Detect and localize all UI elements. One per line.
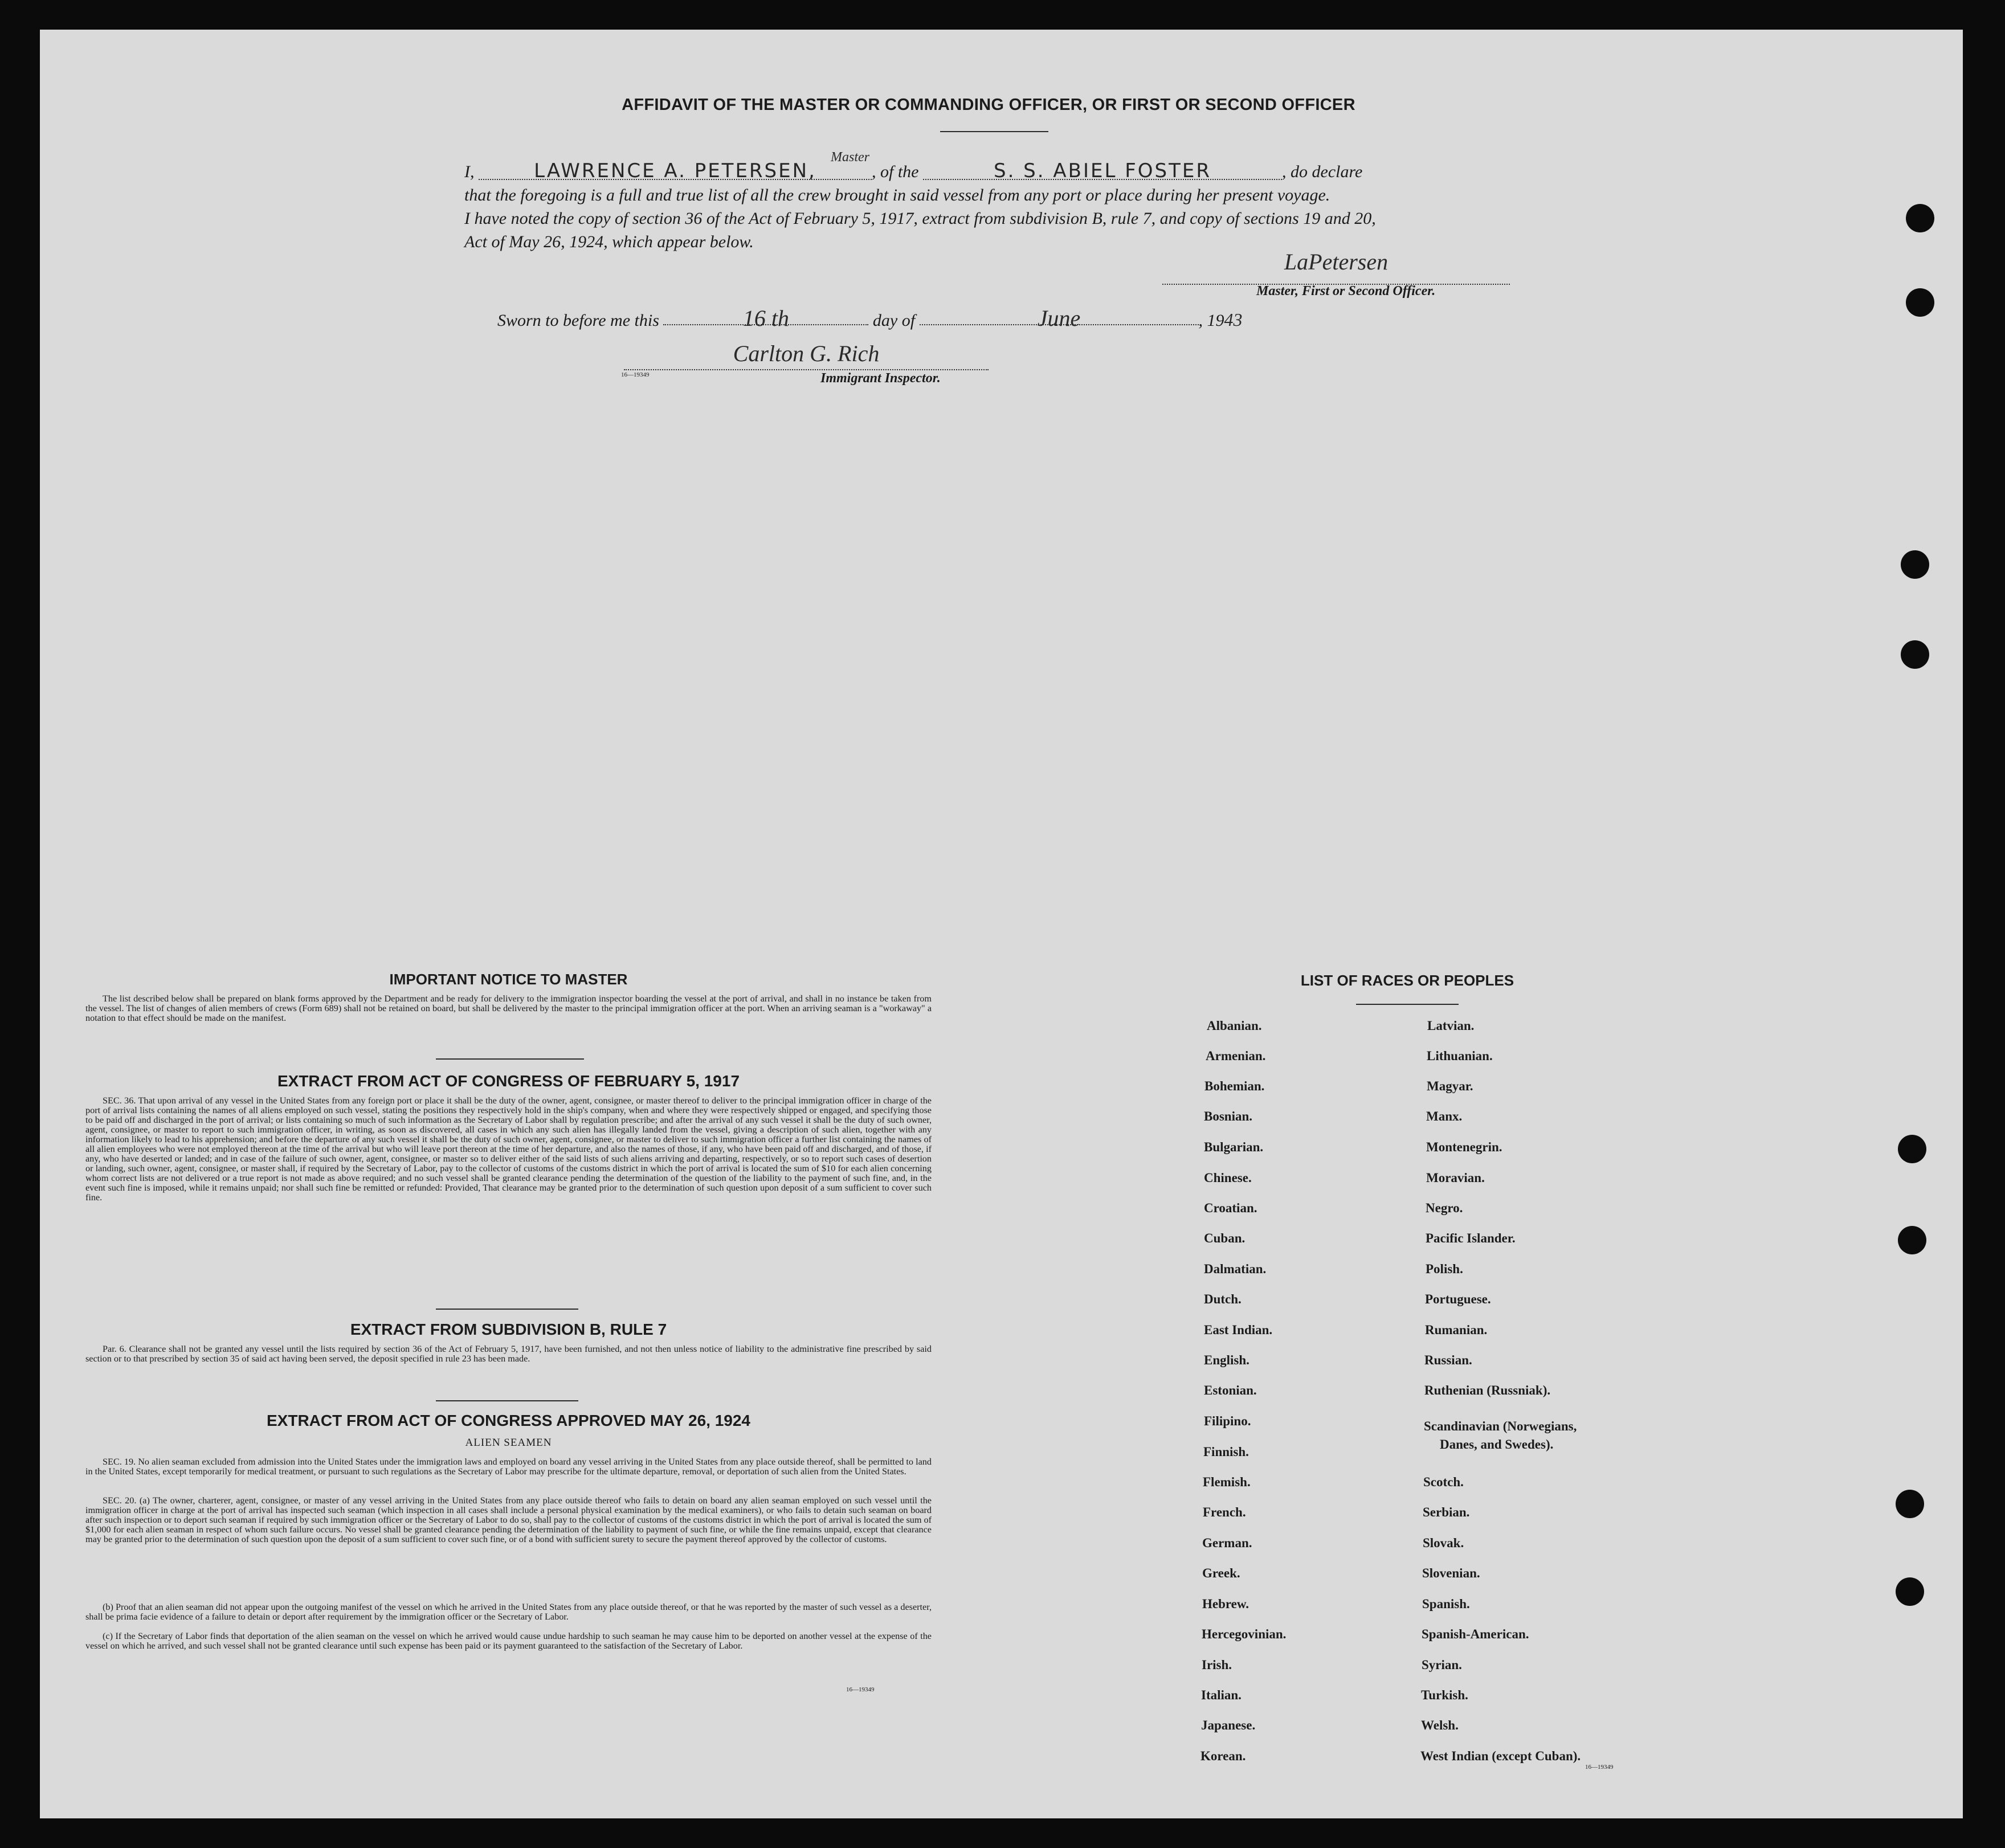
- race-item: Negro.: [1426, 1201, 1463, 1215]
- sec19-body: [85, 1457, 932, 1477]
- notice-body-text: The list described below shall be prepared on blank forms approved by the Department and be ready for delivery to the immigration inspector boarding the vessel at the port of arrival, and shall in no instance be taken from the vessel. The list of changes of alien members of crews (Form 689) shall not be retained on board, but shall be delivered by the master to the principal immigration officer at the port. When an arriving seaman is a "workaway" a notation to that effect should be made on the manifest.: [85, 993, 932, 1023]
- race-item: Slovenian.: [1422, 1566, 1480, 1580]
- race-item: German.: [1202, 1536, 1252, 1550]
- sworn-month-field: [920, 305, 1199, 331]
- sworn-day-field: [663, 305, 868, 331]
- race-item: Portuguese.: [1425, 1292, 1491, 1306]
- of-the-label: , of the: [872, 162, 919, 181]
- race-item: Flemish.: [1203, 1475, 1251, 1489]
- day-of-label: day of: [872, 311, 916, 330]
- master-signature-line: [1162, 245, 1510, 285]
- sworn-day: 16 th: [742, 305, 789, 331]
- punch-hole: [1901, 550, 1929, 579]
- extract-rule7-body: [85, 1344, 932, 1364]
- vessel-name: S. S. ABIEL FOSTER: [993, 160, 1211, 182]
- race-item: Ruthenian (Russniak).: [1424, 1383, 1551, 1397]
- race-item: Japanese.: [1201, 1718, 1256, 1732]
- race-item: Bohemian.: [1204, 1079, 1265, 1093]
- race-item: Estonian.: [1204, 1383, 1257, 1397]
- race-item: West Indian (except Cuban).: [1420, 1749, 1581, 1763]
- punch-hole: [1898, 1226, 1926, 1254]
- race-item: Latvian.: [1427, 1019, 1475, 1033]
- race-item: French.: [1203, 1505, 1246, 1519]
- extract-rule7-title: EXTRACT FROM SUBDIVISION B, RULE 7: [350, 1320, 667, 1338]
- section-rule: [436, 1400, 578, 1401]
- race-item: Montenegrin.: [1426, 1140, 1502, 1154]
- punch-hole: [1906, 204, 1934, 232]
- race-item: Magyar.: [1427, 1079, 1473, 1093]
- declaration-i: I,: [464, 162, 475, 181]
- race-item: Greek.: [1202, 1566, 1240, 1580]
- race-item: Dutch.: [1204, 1292, 1242, 1306]
- do-declare-label: , do declare: [1282, 162, 1363, 181]
- master-signature: LaPetersen: [1284, 249, 1389, 275]
- sworn-prefix: Sworn to before me this: [497, 311, 659, 330]
- race-item: Pacific Islander.: [1426, 1231, 1516, 1245]
- affidavit-title: AFFIDAVIT OF THE MASTER OR COMMANDING OFFICER, OR FIRST OR SECOND OFFICER: [622, 96, 1355, 114]
- race-item: Italian.: [1201, 1688, 1242, 1702]
- extract-1917-text: SEC. 36. That upon arrival of any vessel in the United States from any foreign port or place it shall be the duty of the owner, agent, consignee, or master thereof to deliver to the principal immigration officer in charge of the port of arrival lists containing the names of all aliens employed on such vessel, stating the positions they respectively hold in the ship's company, when and where they were respectively shipped or engaged, and specifying those to be paid off and discharged in the port of arrival; or lists containing so much of such information as the Secretary of Labor shall by regulation prescribe; and after the arrival of any such vessel it shall be the duty of such owner, agent, consignee, or master to report to such immigration officer, in writing, as soon as discovered, all cases in which any such alien has illegally landed from the vessel, giving a description of such alien, together with any information likely to lead to his apprehension; and before the departure of any such vessel it shall be the duty of such owner, agent, consignee, or master to deliver to such immigration officer a further list containing the names of all alien employees who were not employed thereon at the time of the arrival but who will leave port thereon at the time of her departure, and also the names of those, if any, who have been paid off and discharged, and of those, if any, who have deserted or landed; and in case of the failure of such owner, agent, consignee, or master so to deliver either of the said lists of such aliens arriving and departing, respectively, or so to report such cases of desertion or landing, such owner, agent, consignee, or master shall, if required by the Secretary of Labor, pay to the collector of customs of the customs district in which the port of arrival is located the sum of $10 for each alien concerning whom correct lists are not delivered or a true report is not made as above required; and no such vessel shall be granted clearance pending the determination of the question of the liability to the payment of such fine, and, in the event such fine is imposed, while it remains unpaid; nor shall such fine be remitted or refunded: Provided, That clearance may be granted prior to the determination of such question upon deposit of a sum sufficient to cover such fine.: [85, 1095, 932, 1203]
- race-item: Finnish.: [1203, 1445, 1249, 1459]
- extract-1924-title: EXTRACT FROM ACT OF CONGRESS APPROVED MAY 26, 1924: [267, 1412, 750, 1429]
- notice-body: [85, 994, 932, 1023]
- sec20a-text: SEC. 20. (a) The owner, charterer, agent, consignee, or master of any vessel arriving in the United States from any place outside thereof who fails to detain on board any alien seaman employed on such vessel until the immigration officer in charge at the port of arrival has inspected such seaman (which inspection in all cases shall include a personal physical examination by the medical examiners), or who fails to detain such seaman on board after such inspection or to deport such seaman if required by such immigration officer or the Secretary of Labor to do so, shall pay to the collector of customs of the customs district in which the port of arrival is located the sum of $1,000 for each alien seaman in respect of whom such failure occurs. No vessel shall be granted clearance pending the determination of the liability to payment of such fine, or while the fine remains unpaid, except that clearance may be granted prior to the determination of such question upon the deposit of a sum sufficient to cover such fine, or of a bond with sufficient surety to secure the payment thereof approved by the collector of customs.: [85, 1495, 932, 1544]
- race-item: Dalmatian.: [1204, 1262, 1267, 1276]
- master-rank: Master: [831, 150, 869, 165]
- sec20c-text: (c) If the Secretary of Labor finds that deportation of the alien seaman on the vessel on which he arrived would cause undue hardship to such seaman he may cause him to be deported on another vessel at the expense of the vessel on which he arrived, and such vessel shall not be granted clearance until such expense has been paid or its payment guaranteed to the satisfaction of the Secretary of Labor.: [85, 1631, 932, 1651]
- sworn-year: 43: [1224, 309, 1243, 330]
- declaration-line-2: that the foregoing is a full and true list of all the crew brought in said vessel from any port or place during her present voyage.: [464, 186, 1330, 205]
- inspector-caption: Immigrant Inspector.: [820, 371, 941, 386]
- inspector-signature-line: [624, 337, 989, 370]
- race-item: Hercegovinian.: [1202, 1627, 1287, 1641]
- race-item: Russian.: [1424, 1353, 1472, 1367]
- punch-hole: [1896, 1577, 1924, 1606]
- section-rule: [436, 1309, 578, 1310]
- notice-title: IMPORTANT NOTICE TO MASTER: [389, 971, 628, 988]
- race-item: Armenian.: [1206, 1049, 1266, 1063]
- master-caption: Master, First or Second Officer.: [1256, 284, 1436, 299]
- form-code: 16—19349: [1585, 1764, 1614, 1771]
- races-rule: [1356, 1004, 1459, 1005]
- punch-hole: [1901, 640, 1929, 669]
- race-item: Rumanian.: [1425, 1323, 1488, 1337]
- sec20b-body: [85, 1602, 932, 1622]
- race-item: Bulgarian.: [1204, 1140, 1264, 1154]
- punch-hole: [1898, 1135, 1926, 1163]
- race-item: Spanish-American.: [1422, 1627, 1529, 1641]
- race-item: Irish.: [1202, 1658, 1232, 1672]
- race-item: Korean.: [1200, 1749, 1246, 1763]
- punch-hole: [1906, 288, 1934, 317]
- year-prefix: , 19: [1198, 311, 1224, 330]
- sec20b-text: (b) Proof that an alien seaman did not appear upon the outgoing manifest of the vessel on which he arrived in the United States from any place outside thereof, or that he was reported by the master of such vessel as a deserter, shall be prima facie evidence of a failure to detain or deport after requirement by the immigration officer or the Secretary of Labor.: [85, 1602, 932, 1622]
- sworn-line: [497, 305, 1243, 330]
- race-item: Lithuanian.: [1427, 1049, 1493, 1063]
- race-item: Hebrew.: [1202, 1597, 1249, 1611]
- race-item: Danes, and Swedes).: [1440, 1437, 1554, 1452]
- race-item: Croatian.: [1204, 1201, 1257, 1215]
- race-item: Scandinavian (Norwegians,: [1424, 1419, 1577, 1433]
- race-item: Moravian.: [1426, 1171, 1485, 1185]
- race-item: Serbian.: [1423, 1505, 1470, 1519]
- sworn-month: June: [1037, 305, 1081, 331]
- form-code: 16—19349: [846, 1686, 875, 1693]
- title-rule: [940, 131, 1048, 132]
- race-item: Filipino.: [1204, 1414, 1251, 1428]
- sec20a-body: [85, 1496, 932, 1544]
- manifest-page: [40, 30, 1963, 1818]
- race-item: Cuban.: [1204, 1231, 1246, 1245]
- race-item: Albanian.: [1207, 1019, 1262, 1033]
- race-item: Chinese.: [1204, 1171, 1252, 1185]
- races-title: LIST OF RACES OR PEOPLES: [1300, 972, 1514, 989]
- race-item: Spanish.: [1422, 1597, 1470, 1611]
- form-code: 16—19349: [621, 371, 650, 378]
- extract-1917-title: EXTRACT FROM ACT OF CONGRESS OF FEBRUARY 5, 1917: [277, 1072, 740, 1090]
- section-rule: [436, 1058, 584, 1060]
- declaration-text: [464, 150, 1524, 254]
- vessel-field: [923, 160, 1282, 180]
- race-item: Manx.: [1426, 1109, 1463, 1123]
- race-item: Welsh.: [1421, 1718, 1459, 1732]
- master-name-field: [479, 150, 872, 182]
- master-name: LAWRENCE A. PETERSEN,: [534, 160, 816, 182]
- alien-seamen-subtitle: ALIEN SEAMEN: [465, 1437, 552, 1449]
- race-item: Scotch.: [1423, 1475, 1464, 1489]
- declaration-line-3: I have noted the copy of section 36 of the Act of February 5, 1917, extract from subdivision B, rule 7, and copy of sections 19 and 20,: [464, 209, 1376, 228]
- extract-1917-body: [85, 1096, 932, 1203]
- sec19-text: SEC. 19. No alien seaman excluded from admission into the United States under the immigration laws and employed on board any vessel arriving in the United States from any place outside thereof, shall be permitted to land in the United States, except temporarily for medical treatment, or pursuant to such regulations as the Secretary of Labor may prescribe for the ultimate departure, removal, or deportation of such alien from the United States.: [85, 1457, 932, 1477]
- punch-hole: [1896, 1490, 1924, 1518]
- sec20c-body: [85, 1632, 932, 1651]
- race-item: Slovak.: [1423, 1536, 1464, 1550]
- race-item: Polish.: [1426, 1262, 1463, 1276]
- race-item: Syrian.: [1422, 1658, 1462, 1672]
- extract-rule7-text: Par. 6. Clearance shall not be granted any vessel until the lists required by section 36 of the Act of February 5, 1917, have been furnished, and not then unless notice of liability to the administrative fine prescribed by said section or to that prescribed by section 35 of said act having been served, the deposit specified in rule 23 has been made.: [85, 1344, 932, 1364]
- inspector-signature: Carlton G. Rich: [733, 341, 880, 366]
- race-item: East Indian.: [1204, 1323, 1273, 1337]
- declaration-line-4: Act of May 26, 1924, which appear below.: [464, 232, 754, 251]
- race-item: Bosnian.: [1204, 1109, 1253, 1123]
- race-item: English.: [1204, 1353, 1249, 1367]
- race-item: Turkish.: [1421, 1688, 1468, 1702]
